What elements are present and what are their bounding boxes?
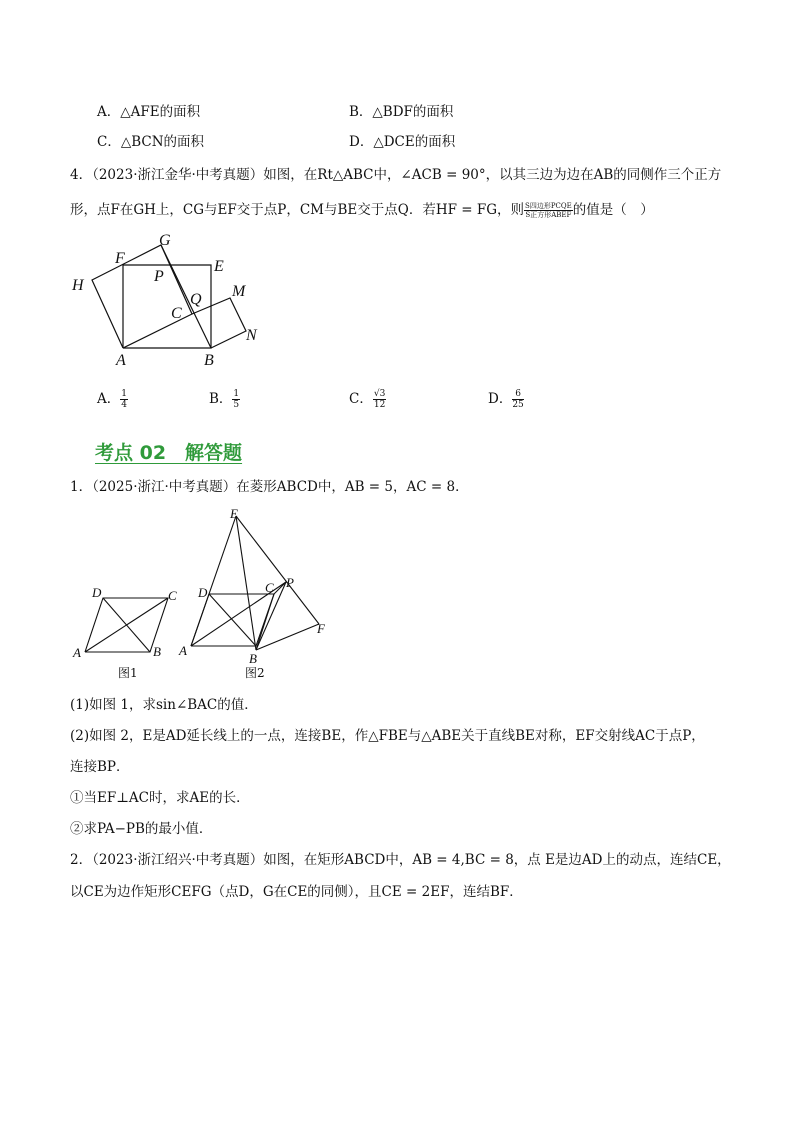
q4-option-d-fraction <box>512 389 523 410</box>
fig2-label-b: B <box>249 651 257 666</box>
q4-label-n: N <box>246 327 257 344</box>
q4-option-d-den: 25 <box>512 400 524 410</box>
q4-option-a-fraction <box>120 389 128 410</box>
q4-option-b <box>209 389 240 410</box>
q4-label-q: Q <box>190 291 202 308</box>
q4-option-c <box>349 389 386 410</box>
fig2-label-f: F <box>317 621 325 636</box>
q4-label-p: P <box>154 268 164 285</box>
p2-line2: 以CE为边作矩形CEFG（点D，G在CE的同侧），且CE = 2EF，连结BF． <box>70 884 523 900</box>
q3-option-c: C．△BCN的面积 <box>97 134 205 150</box>
q3-option-a: A．△AFE的面积 <box>97 104 201 120</box>
fig1-label-d: D <box>92 585 102 600</box>
q4-label-f: F <box>115 250 125 267</box>
q4-option-a-label: A． <box>97 391 121 407</box>
q4-option-c-num: √3 <box>373 389 386 399</box>
p1-fig1-caption: 图1 <box>118 666 138 680</box>
fig2-label-e: E <box>230 506 238 521</box>
p1-intro: 1．（2025·浙江·中考真题）在菱形ABCD中，AB = 5，AC = 8． <box>70 479 469 495</box>
q4-label-a: A <box>116 352 126 369</box>
q4-ratio-denominator: S正方形ABEF <box>525 211 572 219</box>
p1-sub1: ①当EF⊥AC时，求AE的长． <box>70 790 250 806</box>
q4-label-m: M <box>232 283 246 300</box>
q4-label-c: C <box>171 305 182 322</box>
q4-area-ratio <box>524 202 573 219</box>
p1-fig2-caption: 图2 <box>245 666 265 680</box>
q4-stem-line2-start: 形，点F在GH上，CG与EF交于点P，CM与BE交于点Q．若HF = FG，则 <box>70 202 525 218</box>
q4-stem-line2 <box>70 201 654 219</box>
p1-figure-1 <box>68 582 183 662</box>
fig2-label-d: D <box>198 585 208 600</box>
q4-option-a-den: 4 <box>121 400 127 410</box>
fig2-label-a: A <box>179 643 187 658</box>
q4-option-c-fraction <box>373 389 386 410</box>
p1-figure-2 <box>176 506 336 666</box>
fig2-label-p: P <box>286 575 294 590</box>
q4-option-d-num: 6 <box>512 389 523 400</box>
q4-stem-line2-end: 的值是（ ） <box>572 202 654 218</box>
q3-option-d: D．△DCE的面积 <box>349 134 456 150</box>
p1-sub2: ②求PA−PB的最小值． <box>70 821 213 837</box>
q4-option-c-den: 12 <box>373 400 386 410</box>
q4-option-b-den: 5 <box>233 400 240 410</box>
p1-part2-line2: 连接BP． <box>70 759 130 775</box>
p1-part2-line1: (2)如图 2，E是AD延长线上的一点，连接BE，作△FBE与△ABE关于直线BE对称，EF交射线AC于点P， <box>70 728 705 744</box>
q4-option-d <box>488 389 524 410</box>
fig1-label-b: B <box>153 644 161 659</box>
p1-part1: (1)如图 1，求sin∠BAC的值． <box>70 697 258 713</box>
fig1-label-a: A <box>73 645 81 660</box>
q4-label-g: G <box>159 232 171 249</box>
q4-stem-line1: 4．（2023·浙江金华·中考真题）如图，在Rt△ABC中，∠ACB = 90°，以其三边为边在AB的同侧作三个正方 <box>70 167 722 183</box>
fig1-label-c: C <box>168 588 177 603</box>
q4-option-c-label: C． <box>349 391 373 407</box>
q4-ratio-numerator: S四边形PCQE <box>525 202 572 210</box>
section-title: 考点 02 解答题 <box>95 442 243 464</box>
q4-label-e: E <box>214 258 224 275</box>
q4-option-a-num: 1 <box>121 389 127 399</box>
p2-line1: 2．（2023·浙江绍兴·中考真题）如图，在矩形ABCD中，AB = 4,BC = 8，点 E是边AD上的动点，连结CE， <box>70 852 731 868</box>
q4-option-b-num: 1 <box>233 389 240 399</box>
q4-figure <box>65 228 275 373</box>
q4-option-a <box>97 389 128 410</box>
q3-option-b: B．△BDF的面积 <box>349 104 454 120</box>
q4-option-b-fraction <box>232 389 240 410</box>
fig2-label-c: C <box>265 580 274 595</box>
q4-option-b-label: B． <box>209 391 233 407</box>
q4-label-h: H <box>72 277 84 294</box>
q4-option-d-label: D． <box>488 391 513 407</box>
q4-label-b: B <box>204 352 214 369</box>
